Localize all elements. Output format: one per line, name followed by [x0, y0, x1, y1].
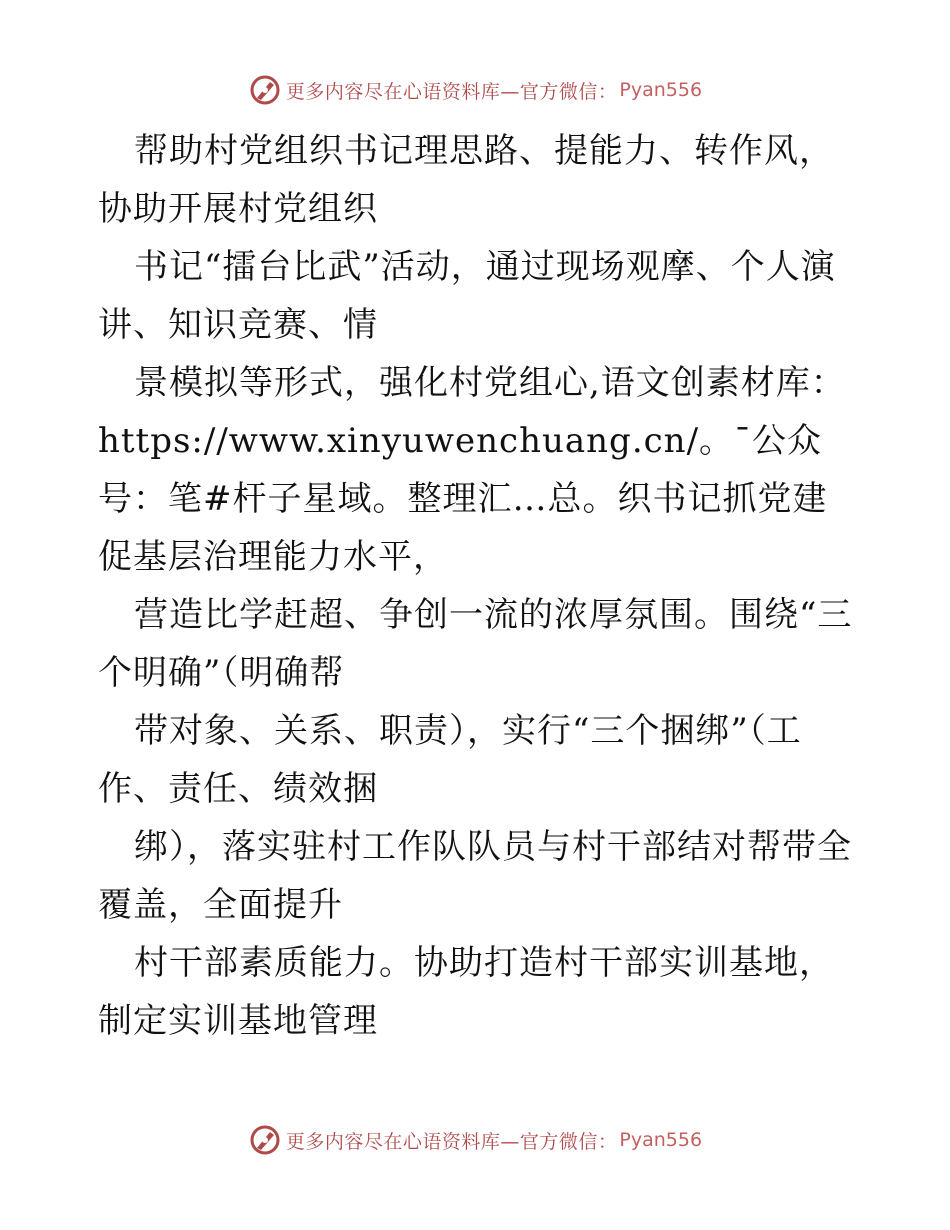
watermark-text: 更多内容尽在心语资料库—官方微信： — [285, 80, 618, 103]
pen-circle-logo-icon — [248, 1123, 282, 1157]
footer-watermark — [0, 1120, 950, 1160]
watermark-text: 更多内容尽在心语资料库—官方微信： — [285, 1130, 618, 1153]
document-body — [98, 122, 858, 1050]
paragraph-6: 绑），落实驻村工作队队员与村干部结对帮带全覆盖，全面提升 — [98, 827, 852, 925]
paragraph-3: 景模拟等形式，强化村党组心,语文创素材库：https://www.xinyuwenchuang.cn/。¯公众号：笔#杆子星域。整理汇…总。织书记抓党建促基层治理能力水平， — [98, 363, 846, 577]
header-watermark — [0, 70, 950, 110]
paragraph-7: 村干部素质能力。协助打造村干部实训基地，制定实训基地管理 — [98, 943, 834, 1041]
paragraph-2: 书记“擂台比武”活动，通过现场观摩、个人演讲、知识竞赛、情 — [98, 247, 836, 345]
pen-circle-logo-icon — [248, 73, 282, 107]
paragraph-4: 营造比学赶超、争创一流的浓厚氛围。围绕“三个明确”（明确帮 — [98, 595, 853, 693]
paragraph-5: 带对象、关系、职责），实行“三个捆绑”（工作、责任、绩效捆 — [98, 711, 802, 809]
watermark-id: Pyan556 — [619, 1129, 703, 1151]
paragraph-1: 帮助村党组织书记理思路、提能力、转作风，协助开展村党组织 — [98, 131, 834, 229]
watermark-id: Pyan556 — [619, 79, 703, 101]
